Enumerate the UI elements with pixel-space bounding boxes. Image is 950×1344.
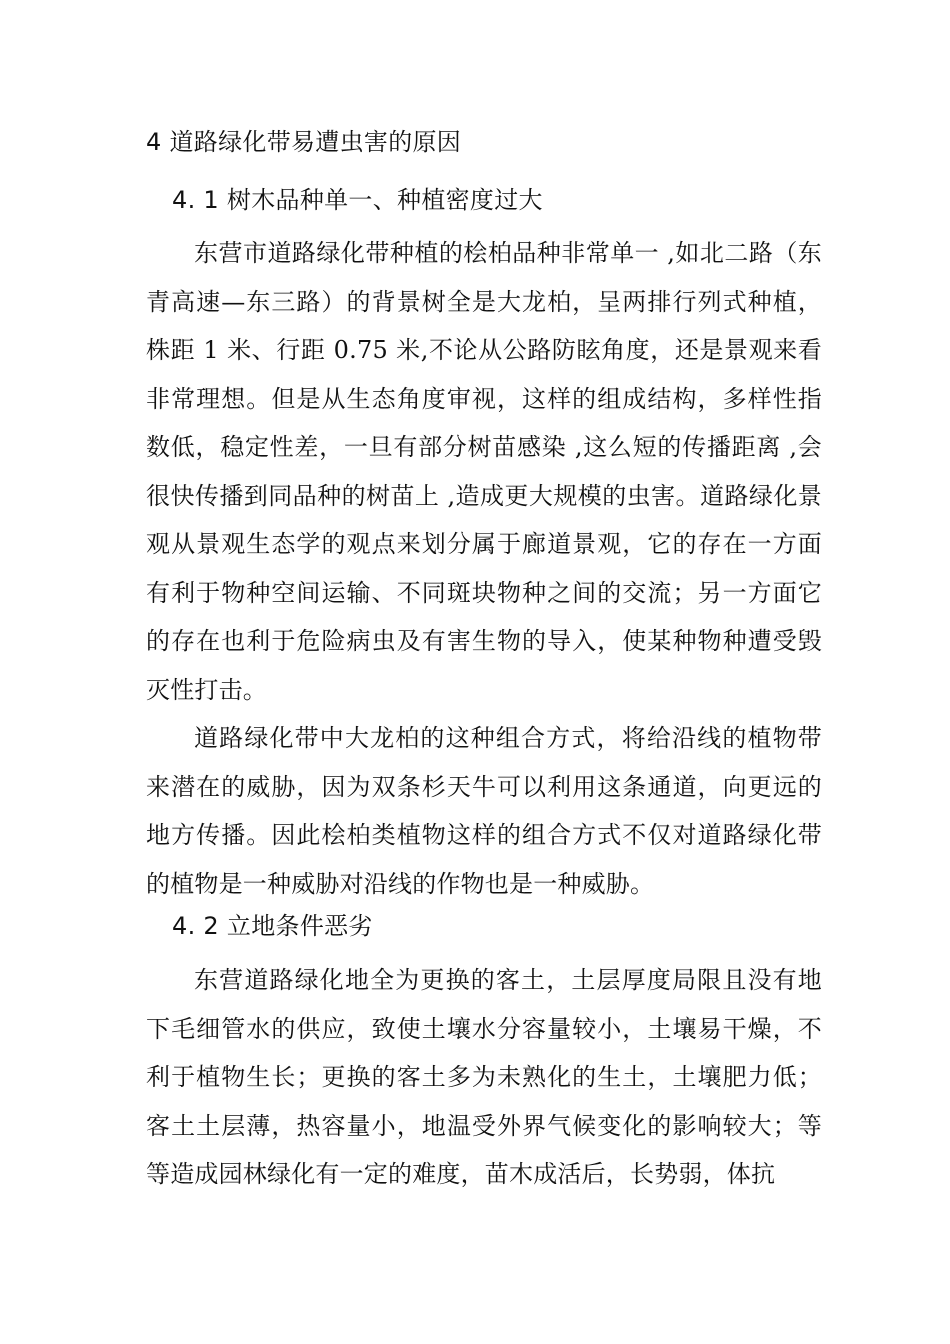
- section-heading: 4 道路绿化带易遭虫害的原因: [146, 128, 462, 156]
- paragraph-4-2-1: 东营道路绿化地全为更换的客土，土层厚度局限且没有地下毛细管水的供应，致使土壤水分容量较小，土壤易干燥，不利于植物生长；更换的客土多为未熟化的生土，土壤肥力低；客土土层薄，热容量小，地温受外界气候变化的影响较大；等等造成园林绿化有一定的难度，苗木成活后，长势弱，体抗: [146, 966, 822, 1188]
- subsection-heading-4-2: 4. 2 立地条件恶劣: [172, 912, 373, 940]
- paragraph-4-1-1: 东营市道路绿化带种植的桧柏品种非常单一 ,如北二路（东青高速—东三路）的背景树全是大龙柏，呈两排行列式种植，株距 1 米、行距 0.75 米,不论从公路防眩角度，还是景观来看非常理想。但是从生态角度审视，这样的组成结构，多样性指数低，稳定性差，一旦有部分树苗感染 ,这么短的传播距离 ,会很快传播到同品种的树苗上 ,造成更大规模的虫害。道路绿化景观从景观生态学的观点来划分属于廊道景观，它的存在一方面有利于物种空间运输、不同斑块物种之间的交流；另一方面它的存在也利于危险病虫及有害生物的导入，使某种物种遭受毁灭性打击。: [146, 239, 822, 704]
- document-page: [146, 128, 822, 1199]
- subsection-heading-4-1: 4. 1 树木品种单一、种植密度过大: [172, 186, 543, 214]
- paragraph-4-1-2: 道路绿化带中大龙柏的这种组合方式，将给沿线的植物带来潜在的威胁，因为双条杉天牛可以利用这条通道，向更远的地方传播。因此桧柏类植物这样的组合方式不仅对道路绿化带的植物是一种威胁对沿线的作物也是一种威胁。: [146, 724, 822, 898]
